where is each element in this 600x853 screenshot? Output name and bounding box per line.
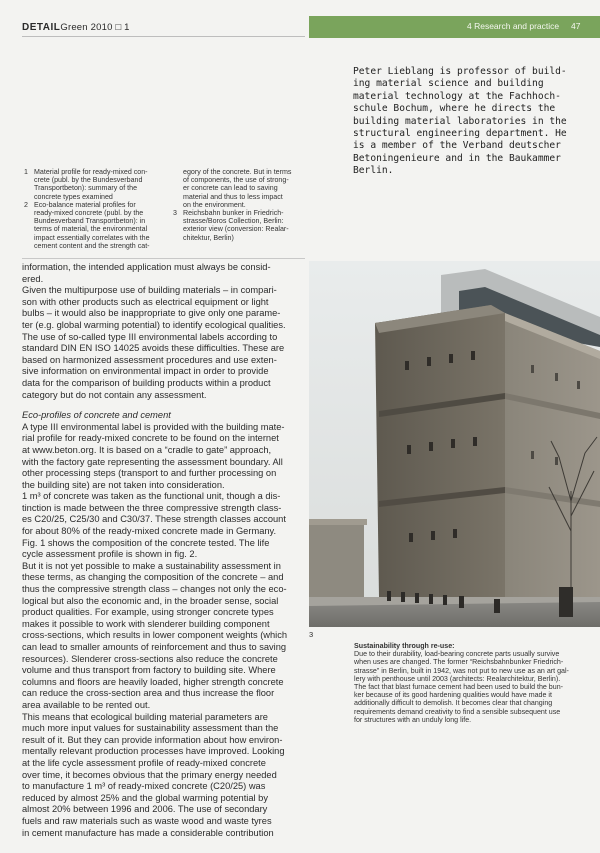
caption-3	[173, 209, 308, 242]
text-line: lery with penthouse until 2003 (architects: Realarchitektur, Berlin).	[354, 674, 561, 683]
text-line: The use of so-called type III environmental labels according to	[22, 331, 278, 342]
section-header-bar	[309, 16, 600, 38]
text-line: The fact that blast furnace cement had been used to build the bun-	[354, 683, 564, 692]
author-bio	[353, 66, 581, 178]
text-line: Reichsbahn bunker in Friedrich-	[183, 209, 284, 218]
text-line: requirements demand creativity to find a sensible subsequent use	[354, 707, 561, 716]
text-line: cross-sections, which results in lower component weights (which	[22, 630, 288, 641]
text-line: fuels and raw materials such as waste wood and waste tyres	[22, 815, 272, 826]
paragraph	[22, 285, 305, 401]
text-line: for structures with an unduly long life.	[354, 715, 472, 724]
paragraph	[22, 422, 305, 839]
text-line: standard DIN EN ISO 14025 avoids these difficulties. These are	[22, 343, 285, 354]
text-line: Transportbeton): summary of the	[34, 184, 138, 193]
text-line: A type III environmental label is provided with the building mate-	[22, 421, 285, 432]
text-line: Betoningenieure and in the Baukammer	[353, 152, 561, 164]
text-line: thus the compressive strength class – changes not only the eco-	[22, 584, 287, 595]
text-line: area available to be rented out.	[22, 699, 151, 710]
text-line: Due to their durability, load-bearing concrete parts usually survive	[354, 650, 560, 659]
text-line: based on harmonized assessment procedures and use exten-	[22, 354, 277, 365]
caption-text	[183, 168, 308, 209]
text-line: for about 80% of the ready-mixed concrete made in Germany.	[22, 526, 277, 537]
text-line: data for the comparison of building products within a product	[22, 377, 271, 388]
issue-label: 2010 □ 1	[90, 22, 130, 33]
magazine-brand-sub: Green	[60, 22, 88, 33]
figure-number: 3	[309, 630, 314, 639]
text-line: when uses are changed. The former “Reichsbahnbunker Friedrich-	[354, 658, 564, 667]
text-line: resources). Slenderer cross-sections also reduce the concrete	[22, 653, 278, 664]
text-line: ing material science and building	[353, 78, 544, 90]
text-line: with the factory gate representing the assessment boundary. All	[22, 456, 283, 467]
text-line: can reduce the cross-section area and thus increase the floor	[22, 688, 275, 699]
text-line: much more input values for sustainability assessment than the	[22, 723, 279, 734]
caption-column-1	[24, 168, 169, 250]
text-line: ready-mixed concrete (publ. by the	[34, 209, 144, 218]
text-line: strasse/Boros Collection, Berlin:	[183, 217, 284, 226]
header-divider	[22, 36, 305, 37]
text-line: of components, the use of strong-	[183, 176, 289, 185]
photo-caption-title: Sustainability through re-use:	[354, 642, 455, 650]
text-line: mentally relevant production processes have improved. Looking	[22, 746, 285, 757]
text-line: over time, it becomes obvious that the primary energy needed	[22, 769, 277, 780]
caption-text	[183, 209, 308, 242]
text-line: these terms, as changing the composition of the concrete – and	[22, 572, 284, 583]
text-line: structural engineering department. He	[353, 128, 567, 140]
text-line: er concrete can lead to saving	[183, 184, 278, 193]
caption-number: 2	[24, 200, 28, 209]
running-header	[22, 22, 130, 33]
photo-caption-text	[354, 650, 584, 724]
text-line: columns and floors are heavily loaded, higher strength concrete	[22, 676, 284, 687]
section-title: 4 Research and practice	[467, 21, 560, 31]
caption-number: 1	[24, 168, 28, 176]
text-line: the building site) are not taken into consideration.	[22, 479, 225, 490]
text-line: makes it possible to work with slenderer building component	[22, 618, 270, 629]
text-line: tinction is made between the three compressive strength class-	[22, 502, 282, 513]
text-line: volume and thus transport from factory to building site. Where	[22, 665, 276, 676]
caption-2	[24, 200, 169, 250]
text-line: to manufacture 1 m³ of ready-mixed concrete (C20/25) was	[22, 781, 266, 792]
text-line: strasse” in Berlin, built in 1942, was not put to new use as an art gal-	[354, 666, 569, 675]
text-line: crete (publ. by the Bundesverband	[34, 176, 143, 185]
text-line: ered.	[22, 273, 44, 284]
text-line: is a member of the Verband deutscher	[353, 140, 561, 152]
text-line: material and thus to less impact	[183, 192, 283, 201]
paragraph	[22, 262, 305, 285]
text-line: ker because of its good hardening qualities would have made it	[354, 691, 552, 700]
text-line: Material profile for ready-mixed con-	[34, 168, 148, 176]
text-line: cement content and the strength cat-	[34, 241, 150, 250]
text-line: chitektur, Berlin)	[183, 233, 234, 242]
text-line: concrete types examined	[34, 192, 113, 201]
text-line: terms of material, the environmental	[34, 225, 148, 234]
bunker-illustration	[309, 261, 600, 627]
text-line: in cement manufacture has made a considerable contribution	[22, 827, 274, 838]
text-line: Fig. 1 shows the composition of the concrete tested. The life	[22, 537, 270, 548]
photo-caption	[354, 642, 584, 724]
text-line: exterior view (conversion: Realar-	[183, 225, 289, 234]
text-line: Eco-balance material profiles for	[34, 200, 136, 209]
text-line: impact essentially correlates with the	[34, 233, 150, 242]
magazine-brand: DETAIL	[22, 22, 61, 33]
text-line: Given the multipurpose use of building materials – in compari-	[22, 285, 277, 296]
text-line: schule Bochum, where he directs the	[353, 103, 556, 115]
text-line: cycle assessment profile is shown in fig. 2.	[22, 549, 198, 560]
text-line: This means that ecological building material parameters are	[22, 711, 268, 722]
text-line: at www.beton.org. It is based on a “cradle to gate” approach,	[22, 444, 272, 455]
text-line: can lead to smaller amounts of reinforcement and thus to saving	[22, 642, 287, 652]
text-line: son with other products such as electrical equipment or light	[22, 296, 269, 307]
text-line: Berlin.	[353, 165, 394, 177]
caption-column-2	[173, 168, 308, 242]
text-line: Peter Lieblang is professor of build-	[353, 66, 567, 77]
bunker-photo	[309, 261, 600, 627]
text-line: almost 20% between 1996 and 2006. The use of secondary	[22, 804, 268, 815]
text-line: es C20/25, C25/30 and C30/37. These strength classes account	[22, 514, 286, 525]
caption-number: 3	[173, 209, 177, 218]
text-line: result of it. But they can provide information about how environ-	[22, 734, 283, 745]
text-line: material technology at the Fachhoch-	[353, 90, 561, 102]
text-line: at the life cycle assessment profile of ready-mixed concrete	[22, 757, 266, 768]
caption-divider	[22, 258, 305, 259]
text-line: building material laboratories in the	[353, 115, 567, 127]
text-line: bulbs – it would also be inappropriate to give only one parame-	[22, 308, 281, 319]
section-heading: Eco-profiles of concrete and cement	[22, 410, 171, 421]
text-line: reduced by almost 25% and the global warming potential by	[22, 792, 268, 803]
text-line: additionally difficult to demolish. It becomes clear that changing	[354, 699, 553, 708]
text-line: product qualities. For example, using stronger concrete types	[22, 607, 274, 618]
text-line: 1 m³ of concrete was taken as the functional unit, though a dis-	[22, 491, 281, 502]
text-line: on the environment.	[183, 200, 246, 209]
caption-text	[34, 168, 169, 201]
text-line: sive information on environmental impact in order to provide	[22, 366, 269, 377]
page-number: 47	[571, 21, 581, 31]
text-line: But it is not yet possible to make a sustainability assessment in	[22, 560, 281, 571]
caption-1	[24, 168, 169, 201]
article-body	[22, 262, 305, 839]
text-line: ter (e.g. global warming potential) to identify ecological qualities.	[22, 319, 286, 330]
text-line: logical but also the economic and, in the broader sense, social	[22, 595, 279, 606]
text-line: category but do not contain any assessment.	[22, 389, 207, 400]
caption-2-continued	[183, 168, 308, 209]
text-line: rial profile for ready-mixed concrete to be found on the internet	[22, 433, 279, 444]
text-line: information, the intended application must always be consid-	[22, 262, 271, 272]
text-line: Bundesverband Transportbeton): in	[34, 217, 146, 226]
text-line: other processing steps (transport to and further processing on	[22, 468, 277, 479]
text-line: egory of the concrete. But in terms	[183, 168, 292, 176]
caption-text	[34, 201, 169, 250]
